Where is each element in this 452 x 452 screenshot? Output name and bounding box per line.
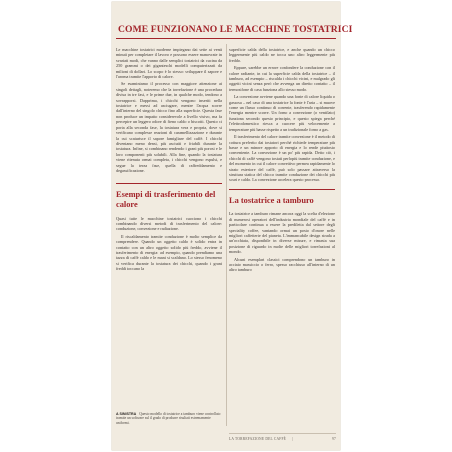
body-paragraph: Se esaminiamo il processo con maggiore attenzione ai singoli dettagli, noteremo che la torrefazione è una procedura divisa in tre fasi, e le prime due, in qualche modo, tendono a sovrapporsi. Dapprima, i chicchi vengono inseriti nella tostatrice e messi ad asciugare, mentre l'acqua scorre dall'interno del singolo chicco fino alla superficie. Questa fase non produce un impatto considerevole a livello visivo, ma fa percepire un leggero odore di fieno caldo o biscotti. Questo ci porta alla seconda fase, la tostatura vera e propria, dove si verificano complesse reazioni di caramellizzazione e durante la cui scaturisce il sapore famigliare del caffè. I chicchi diventano meno densi, più asciutti e friabili durante la tostatura. Infine, si combinano rendendo i grani più porosi e le loro componenti più solubili. Alla fine, quando la tostatura viene ritenuta ormai completa, i chicchi vengono espulsi, e segue la terza fase, quella di raffreddamento e degassificazione. [116, 81, 222, 173]
section-heading: La tostatrice a tamburo [229, 195, 314, 205]
section-rule [229, 189, 335, 190]
running-title: LA TORREFAZIONE DEL CAFFÈ [229, 437, 287, 441]
caption-label: A SINISTRA [116, 412, 137, 416]
body-paragraph: Le macchine tostatrici moderne impiegano dai sette ai venti minuti per completare il lavoro e possono essere manovrate in svariati modi, che vanno dalle semplici tostatrici da cucina da 250 grammi o dei giganteschi modelli computerizzati da milioni di dollari. Lo scopo è lo stesso: sviluppare il sapore e l'aroma tramite l'apporto di calore. [116, 47, 222, 80]
column-divider [226, 44, 227, 426]
body-paragraph: La convezione avviene quando una fonte di calore liquida o gassosa – nel caso di una tostatrice la fonte è l'aria – si muove come un flusso continuo di corrente, trasferendo rapidamente l'energia mentre scorre. Un forno a convezione (o ventilato) funziona secondo questo principio, e questo spiega perché l'elettrodomestico riesca a cuocere più velocemente a temperature più basse rispetto a un tradizionale forno a gas. [229, 94, 335, 132]
book-page [112, 2, 353, 450]
figure-caption [116, 412, 222, 425]
section-heading: Esempi di trasferimento del calore [116, 190, 216, 209]
footer-separator: | [292, 437, 294, 441]
body-paragraph: La tostatrice a tamburo rimane ancora oggi la scelta d'elezione di numerosi operatori dell'industria mondiale del caffè e in particolare continua a essere la prediletta dal settore degli speciality coffee, vantando ormai un posto d'onore nelle migliori caffetterie del pianeta. L'immancabile design strada a un'occhiata, disponibile in diverse misure, e rimasta sua posizione di riguardo in molte delle migliori torrefazioni al mondo. [229, 211, 335, 255]
body-paragraph: Eppure, sarebbe un errore confondere la conduzione con il calore radiante, in cui la superficie calda della tostatrice – il tamburo, ad esempio – riscalda i chicchi vicini, e malgrado gli oggetti vicini senza però che avvenga un diretto contatto – il termosifone di casa funziona allo stesso modo. [229, 65, 335, 92]
page-number: 97 [332, 437, 336, 441]
title-rule [116, 38, 336, 39]
body-paragraph: Alcuni esemplari classici comprendono un tamburo in acciaio massiccio o ferro, spesso racchiuso all'interno di un altro tamburo [229, 256, 335, 273]
section-rule [116, 183, 222, 184]
page-footer [229, 433, 336, 442]
body-paragraph: Il riscaldamento tramite conduzione è molto semplice da comprendere. Quando un oggetto caldo è solido entra in contatto con un altro oggetto solido più freddo, avviene il trasferimento di energia: ad esempio, quando prendiamo una tazza di caffè caldo e le mani si scaldano. Lo stesso fenomeno si verifica durante la tostatura dei chicchi, quando i grani freddi toccano la [116, 233, 222, 272]
body-paragraph: Quasi tutte le macchine tostatrici cuociono i chicchi combinando diversi metodi di trasferimento del calore: conduzione, convezione e radiazione. [116, 215, 222, 232]
page-title: COME FUNZIONANO LE MACCHINE TOSTATRICI [118, 24, 353, 35]
body-paragraph: Il trasferimento del calore tramite convezione è il metodo di cottura preferito dai tostatori perché richiede temperature più basse e un minore apporto di energia e lo rende piuttosto conveniente. La convezione è un po' più rapida. Detto ciò, i chicchi di caffè vengono tostati perlopiù tramite conduzione, e del momento in cui il calore convettivo permea rapidamente lo strato esteriore del caffè, può solo passare attraverso la struttura statica del chicco tramite conduzione dei chicchi più scuri e caldo. La convezione accelera questo processo. [229, 134, 335, 183]
left-column [116, 47, 222, 274]
caption-text: Questo modello di tostatrice a tamburo viene controllato tramite un software sul il grado di produrre risultati estremamente uniformi. [116, 412, 221, 425]
right-column [229, 47, 335, 275]
body-paragraph: superficie calda della tostatrice, e anche quando un chicco leggermente più caldo ne tocca uno altro leggermente più freddo. [229, 47, 335, 63]
